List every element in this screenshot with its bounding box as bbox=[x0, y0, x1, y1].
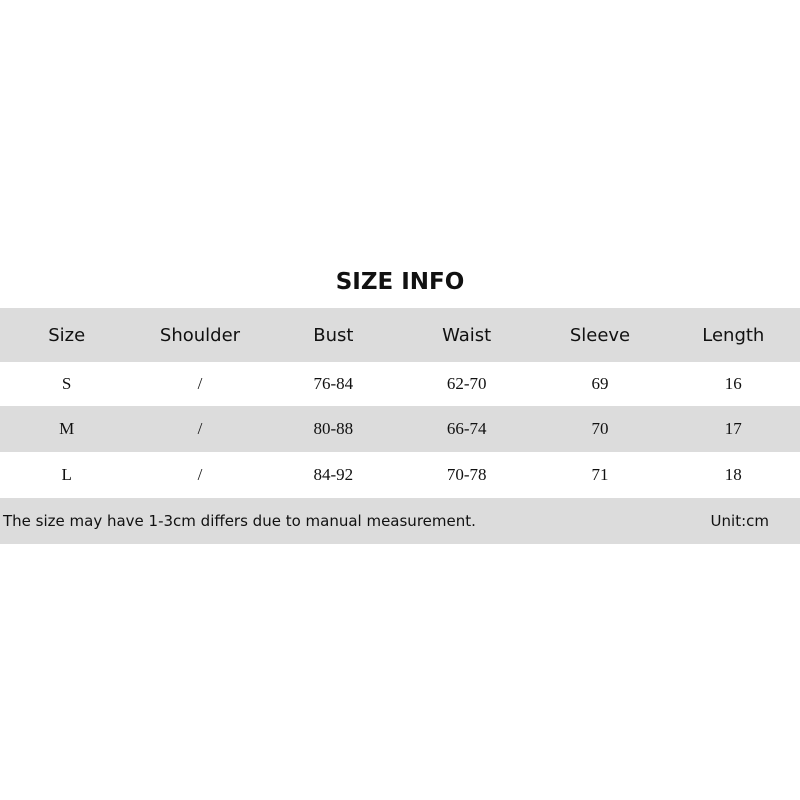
cell-length: 16 bbox=[724, 374, 742, 393]
cell-size: S bbox=[61, 374, 72, 393]
header-shoulder: Shoulder bbox=[159, 324, 241, 346]
cell-bust: 80-88 bbox=[313, 419, 354, 438]
page-title: SIZE INFO bbox=[335, 269, 465, 295]
table-header-row bbox=[0, 308, 800, 362]
header-sleeve: Sleeve bbox=[569, 324, 631, 346]
cell-sleeve: 69 bbox=[591, 374, 609, 393]
cell-size: L bbox=[61, 465, 72, 484]
cell-sleeve: 71 bbox=[591, 465, 609, 484]
cell-sleeve: 70 bbox=[591, 419, 609, 438]
cell-bust: 84-92 bbox=[313, 465, 354, 484]
table-row bbox=[0, 362, 800, 406]
cell-size: M bbox=[59, 419, 75, 438]
header-length: Length bbox=[702, 324, 765, 346]
footer-band bbox=[0, 498, 800, 544]
cell-length: 18 bbox=[724, 465, 742, 484]
cell-shoulder: / bbox=[197, 374, 203, 393]
header-size: Size bbox=[48, 324, 86, 346]
header-bust: Bust bbox=[313, 324, 354, 346]
table-row bbox=[0, 406, 800, 452]
table-row bbox=[0, 452, 800, 498]
unit-label: Unit:cm bbox=[710, 512, 769, 530]
header-waist: Waist bbox=[442, 324, 492, 346]
cell-length: 17 bbox=[724, 419, 742, 438]
cell-shoulder: / bbox=[197, 419, 203, 438]
cell-waist: 62-70 bbox=[446, 374, 487, 393]
cell-shoulder: / bbox=[197, 465, 203, 484]
measurement-note: The size may have 1-3cm differs due to manual measurement. bbox=[3, 512, 476, 530]
cell-bust: 76-84 bbox=[313, 374, 354, 393]
cell-waist: 70-78 bbox=[446, 465, 487, 484]
cell-waist: 66-74 bbox=[446, 419, 487, 438]
